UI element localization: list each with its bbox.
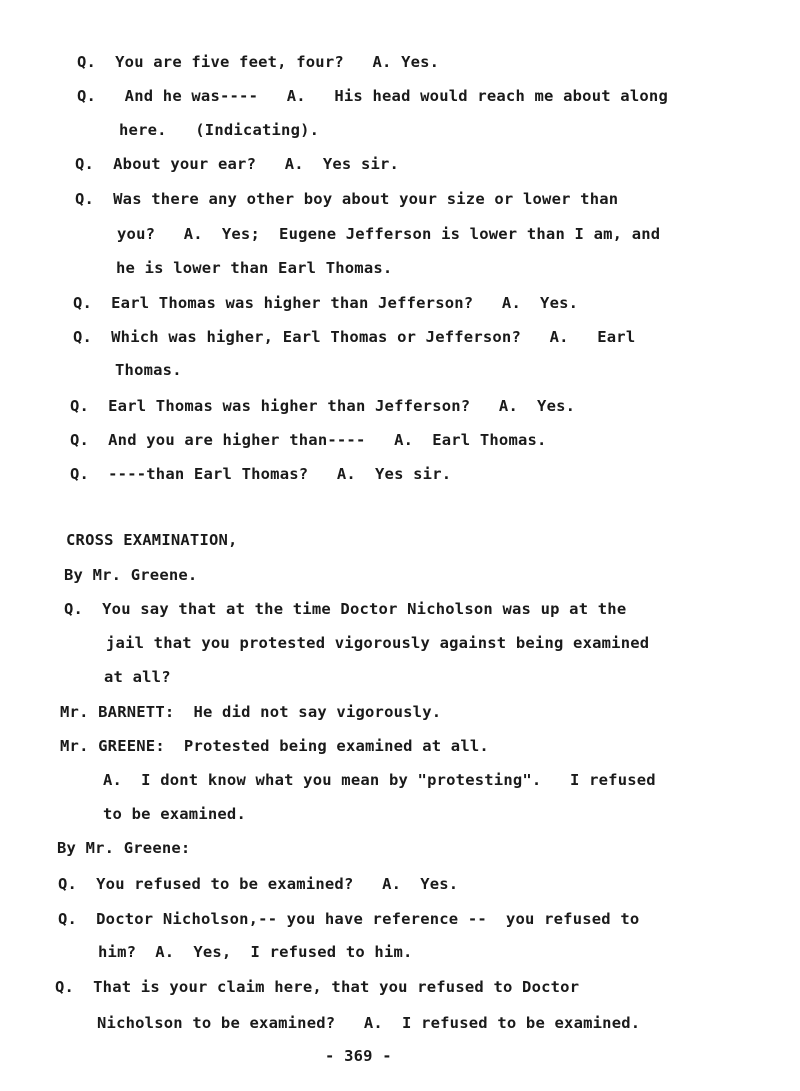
transcript-line: Q. Was there any other boy about your size or lower than	[75, 190, 619, 208]
examiner-line: By Mr. Greene.	[64, 566, 198, 584]
transcript-line: to be examined.	[103, 805, 246, 823]
transcript-line: Mr. GREENE: Protested being examined at all.	[60, 737, 489, 755]
transcript-line: jail that you protested vigorously against being examined	[106, 634, 650, 652]
section-heading: CROSS EXAMINATION,	[66, 531, 238, 549]
transcript-line: Q. ----than Earl Thomas? A. Yes sir.	[70, 465, 452, 483]
transcript-line: Q. You refused to be examined? A. Yes.	[58, 875, 459, 893]
transcript-line: Q. Earl Thomas was higher than Jefferson? A. Yes.	[70, 397, 576, 415]
transcript-line: here. (Indicating).	[119, 121, 320, 139]
transcript-line: Q. That is your claim here, that you refused to Doctor	[55, 978, 580, 996]
transcript-line: Q. And he was---- A. His head would reach me about along	[77, 87, 668, 105]
transcript-line: Q. And you are higher than---- A. Earl Thomas.	[70, 431, 547, 449]
transcript-line: Mr. BARNETT: He did not say vigorously.	[60, 703, 442, 721]
transcript-line: Q. Doctor Nicholson,-- you have reference -- you refused to	[58, 910, 640, 928]
transcript-line: you? A. Yes; Eugene Jefferson is lower than I am, and	[117, 225, 661, 243]
transcript-line: Q. About your ear? A. Yes sir.	[75, 155, 400, 173]
transcript-line: Nicholson to be examined? A. I refused to be examined.	[97, 1014, 641, 1032]
transcript-line: Thomas.	[115, 361, 182, 379]
transcript-line: Q. You say that at the time Doctor Nicholson was up at the	[64, 600, 627, 618]
page-number: - 369 -	[325, 1047, 392, 1065]
transcript-line: Q. Which was higher, Earl Thomas or Jefferson? A. Earl	[73, 328, 636, 346]
transcript-line: at all?	[104, 668, 171, 686]
examiner-line: By Mr. Greene:	[57, 839, 191, 857]
transcript-line: Q. Earl Thomas was higher than Jefferson? A. Yes.	[73, 294, 579, 312]
transcript-line: he is lower than Earl Thomas.	[116, 259, 393, 277]
transcript-line: Q. You are five feet, four? A. Yes.	[77, 53, 440, 71]
transcript-line: A. I dont know what you mean by "protesting". I refused	[103, 771, 656, 789]
transcript-line: him? A. Yes, I refused to him.	[98, 943, 413, 961]
